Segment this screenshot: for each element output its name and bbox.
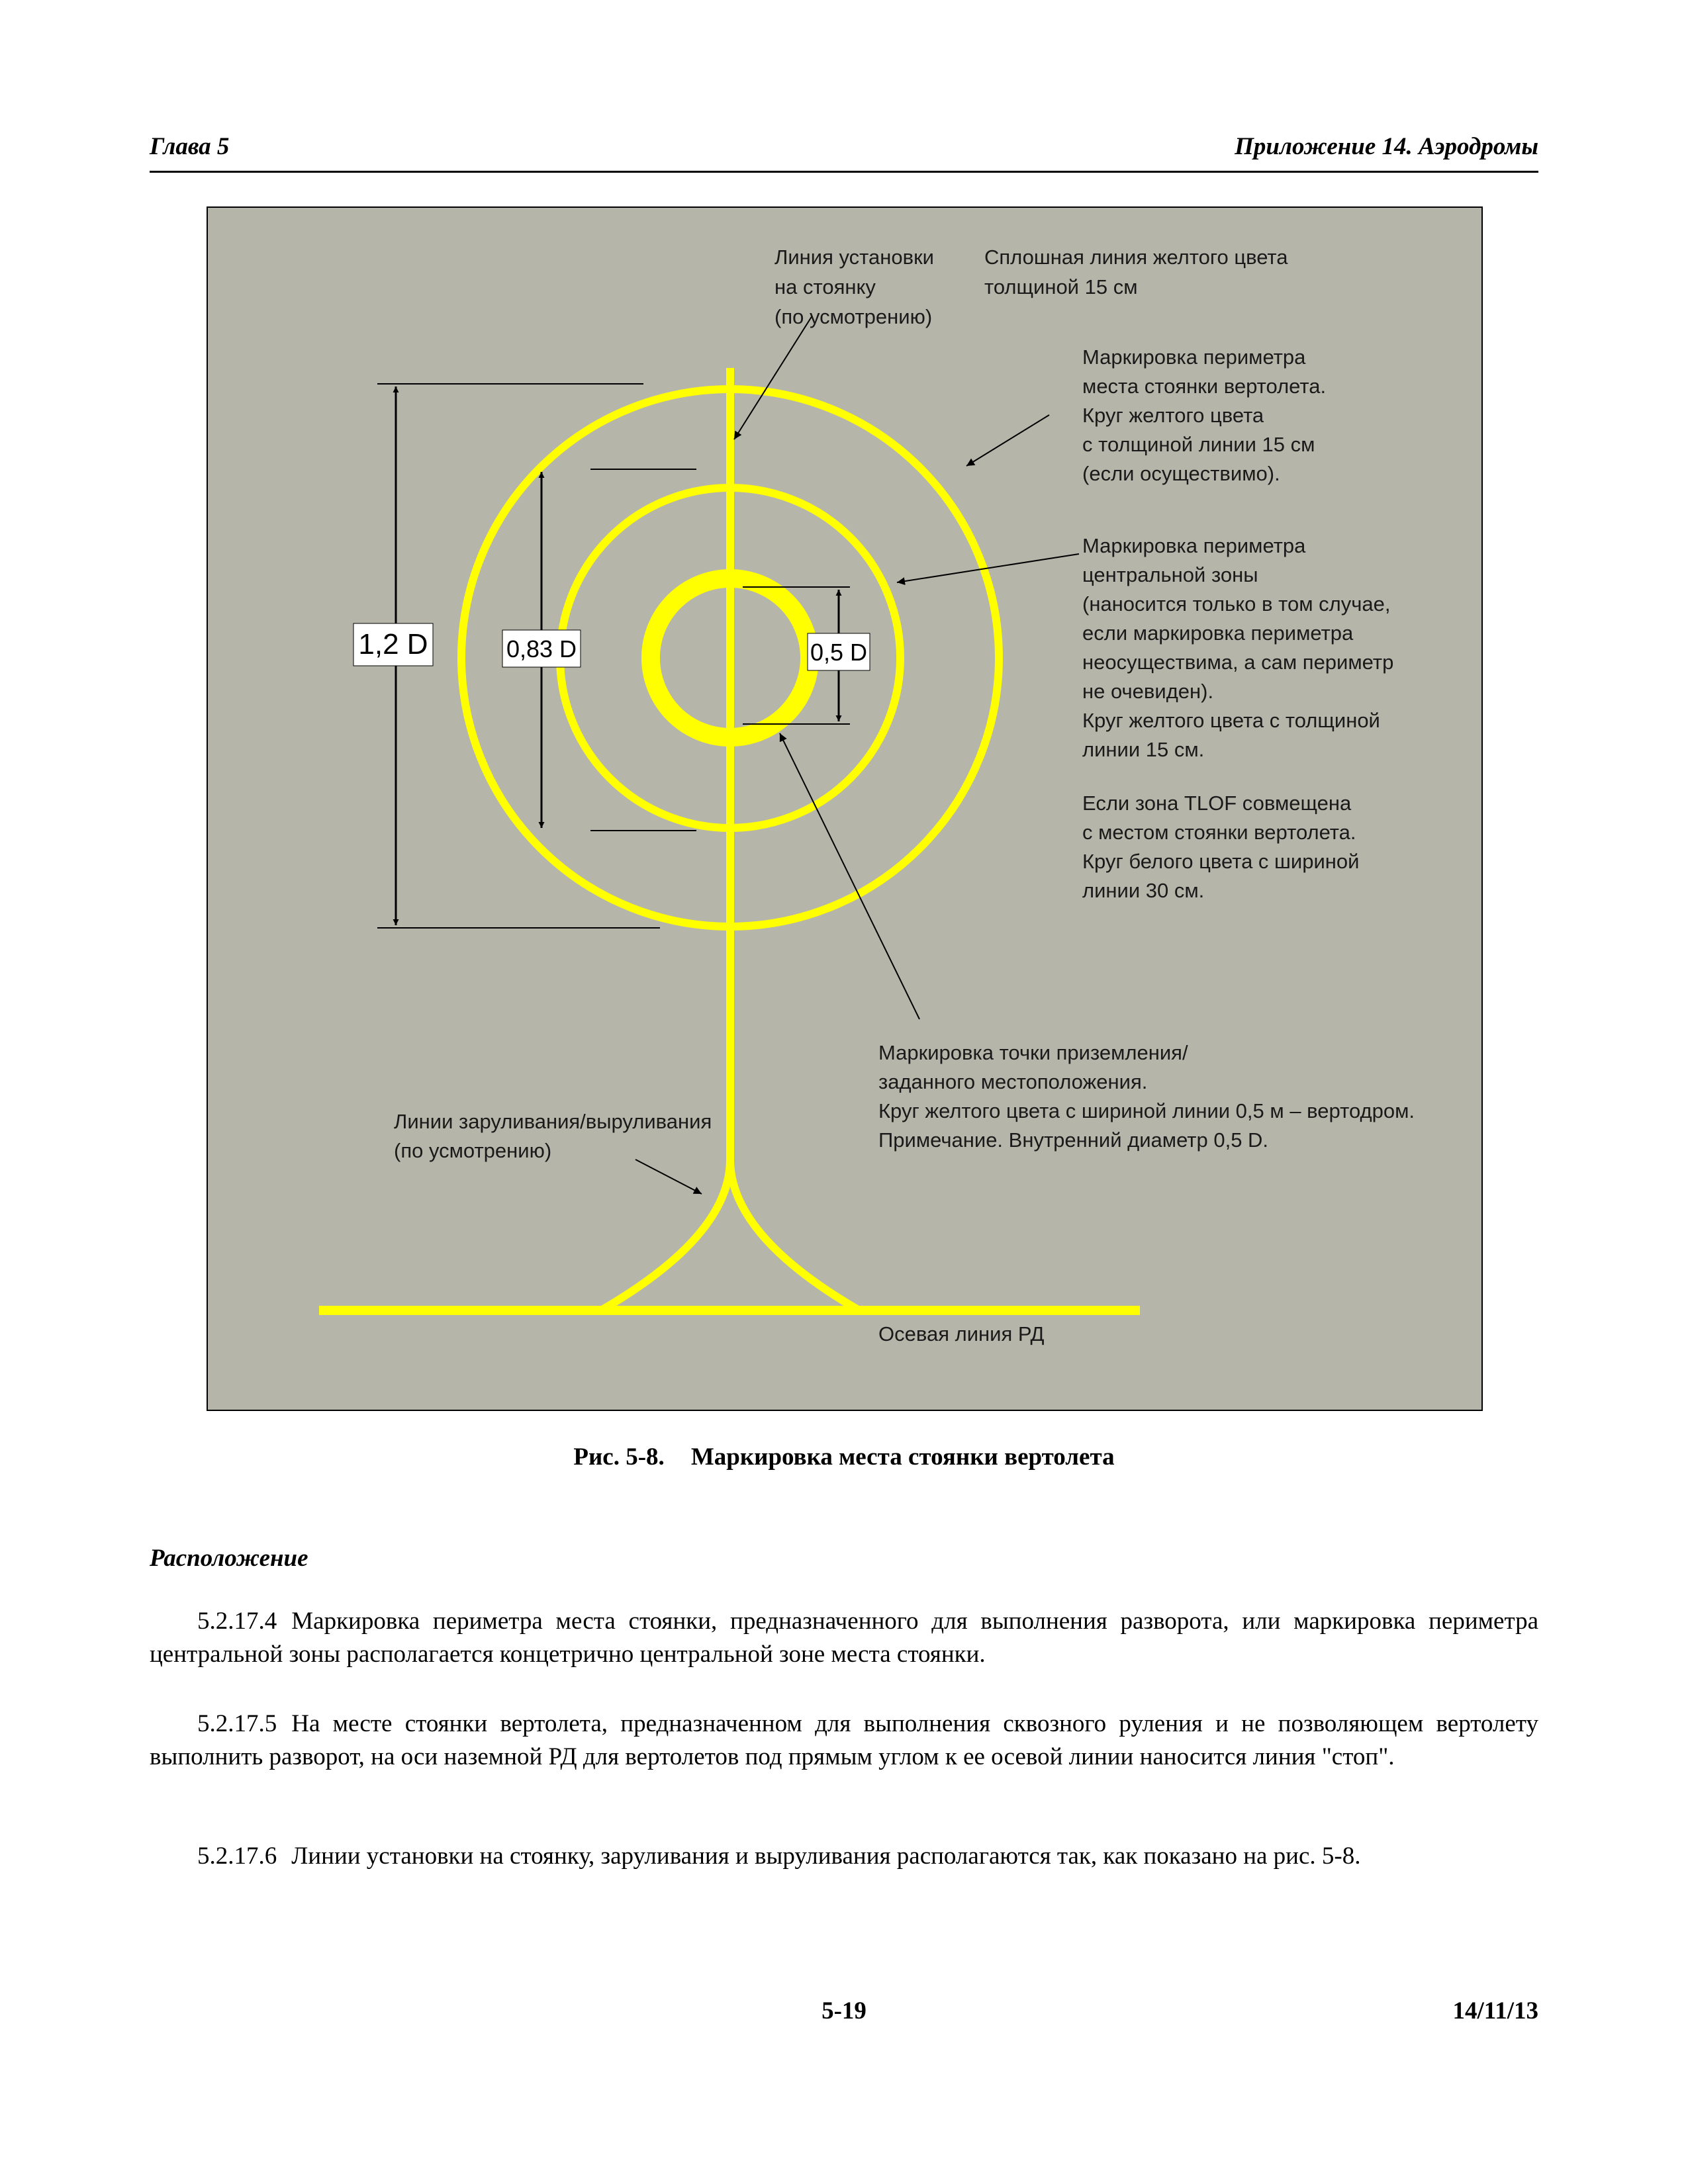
paragraph-number: 5.2.17.4 [197,1608,277,1635]
header-rule [150,171,1538,173]
dimension-middle: 0,83 D [506,635,577,662]
label-taxiway-centerline: Осевая линия РД [878,1322,1045,1345]
figure-caption-title: Маркировка места стоянки вертолета [690,1443,1115,1471]
section-title: Расположение [150,1545,308,1572]
paragraph-text: На месте стоянки вертолета, предназначенном для выполнения сквозного руления и не позволяющем вертолету выполнить разворот, на оси наземной РД для вертолетов под прямым углом к ее осевой линии наносится линия "стоп". [150,1710,1538,1770]
label-lead-in-line: Линия установки на стоянку (по усмотрению) [774,246,934,328]
paragraph-number: 5.2.17.6 [197,1843,277,1870]
paragraph-text: Линии установки на стоянку, заруливания и выруливания располагаются так, как показано на рис. 5-8. [291,1843,1361,1870]
dimension-outer: 1,2 D [358,628,428,660]
label-touchdown: Маркировка точки приземления/ заданного местоположения. Круг желтого цвета с шириной линии 0,5 м – вертодром. Примечание. Внутренний диаметр 0,5 D. [878,1041,1415,1152]
footer-date: 14/11/13 [1452,1997,1538,2025]
helicopter-stand-figure [207,206,1483,1411]
label-tlof: Если зона TLOF совмещена с местом стоянки вертолета. Круг белого цвета с шириной линии 30 см. [1082,792,1360,902]
page-number: 5-19 [821,1997,867,2025]
label-taxi-lines: Линии заруливания/выруливания (по усмотрению) [394,1110,712,1162]
paragraph [150,1840,1538,1873]
dimension-inner: 0,5 D [810,639,868,666]
paragraph-number: 5.2.17.5 [197,1710,277,1737]
figure-caption-number: Рис. 5-8. [573,1443,665,1471]
label-central-zone: Маркировка периметра центральной зоны (наносится только в том случае, если маркировка периметра неосуществима, а сам периметр не очевиден). Круг желтого цвета с толщиной линии 15 см. [1082,534,1394,761]
paragraph [150,1707,1538,1774]
paragraph-text: Маркировка периметра места стоянки, предназначенного для выполнения разворота, или маркировка периметра центральной зоны располагается концетрично центральной зоне места стоянки. [150,1608,1538,1668]
label-solid-line: Сплошная линия желтого цвета толщиной 15 см [984,246,1288,298]
label-stand-perimeter: Маркировка периметра места стоянки вертолета. Круг желтого цвета с толщиной линии 15 см (если осуществимо). [1082,345,1327,485]
chapter-header: Глава 5 [150,133,230,160]
figure-caption [0,1443,1688,1471]
paragraph [150,1605,1538,1671]
annex-header: Приложение 14. Аэродромы [1235,133,1538,160]
